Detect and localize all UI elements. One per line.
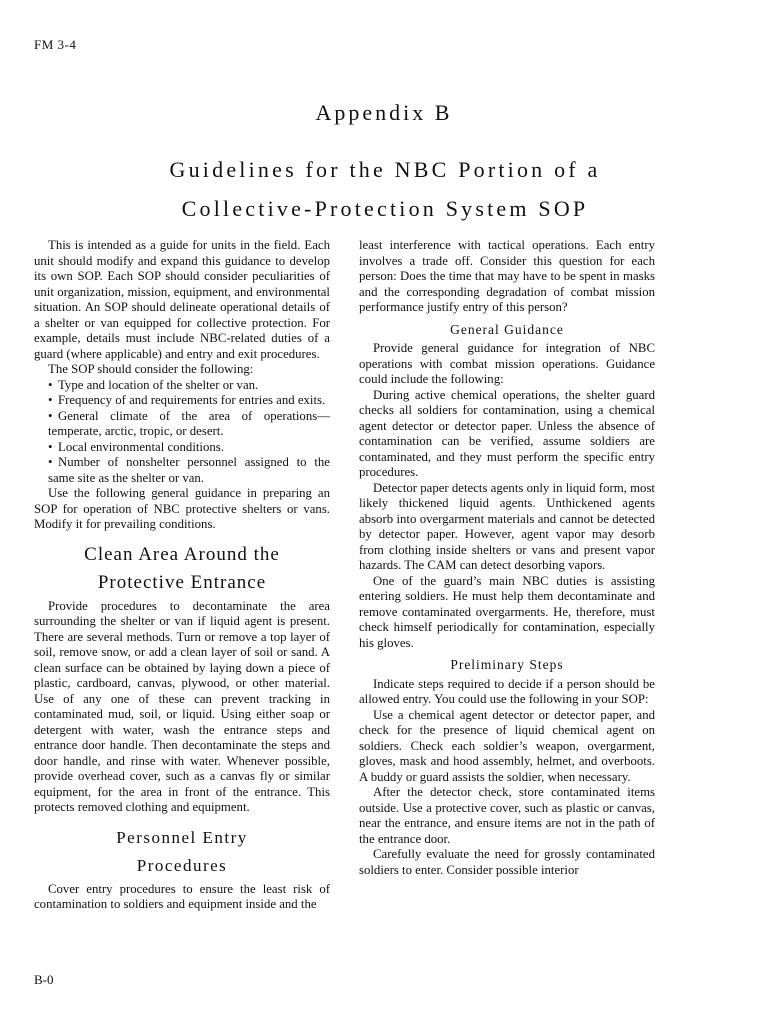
general-paragraph-4: One of the guard’s main NBC duties is assisting entering soldiers. He must help them decontaminate and remove contaminated overgarments. He, therefore, must check himself periodically for contamination, especially his gloves. — [359, 573, 655, 650]
document-title-line2: Collective-Protection System SOP — [181, 196, 589, 221]
bullet-icon: • — [48, 393, 53, 407]
section-heading-clean-area: Clean Area Around the Protective Entrance — [84, 543, 280, 593]
continued-paragraph: least interference with tactical operations. Each entry involves a trade off. Consider this question for each person: Does the time that may have to be spent in masks and the corresponding degradation of combat mission performance justify entry of this person? — [359, 238, 655, 314]
document-title-line1: Guidelines for the NBC Portion of a — [169, 157, 601, 182]
prelim-paragraph-3: After the detector check, store contaminated items outside. Use a protective cover, such as plastic or canvas, near the entrance, and ensure items are not in the path of the entrance door. — [359, 785, 655, 846]
intro-paragraph: This is intended as a guide for units in the field. Each unit should modify and expand this guidance to develop its own SOP. Each SOP should consider peculiarities of unit organization, mission, equipment, and environmental situation. An SOP should delineate operational details of a shelter or van equipped for collective protection. For example, details must include NBC-related duties of a guard (where applicable) and entry and exit procedures. — [34, 238, 330, 361]
prelim-paragraph-4: Carefully evaluate the need for grossly contaminated soldiers to enter. Consider possible interior — [359, 847, 655, 877]
section-heading-personnel-entry: Personnel Entry Procedures — [116, 827, 248, 875]
list-item: • Local environmental conditions. — [48, 439, 224, 454]
general-paragraph-2: During active chemical operations, the shelter guard checks all soldiers for contamination, using a chemical agent detector or detector paper. Unless the absence of contamination can be verified, assume soldiers are contaminated, and they must perform the specific entry procedures. — [359, 387, 655, 479]
list-item: • Type and location of the shelter or van. — [48, 377, 259, 392]
entry-paragraph: Cover entry procedures to ensure the least risk of contamination to soldiers and equipment inside and the — [34, 881, 330, 911]
consider-paragraph: The SOP should consider the following: — [48, 362, 254, 376]
appendix-title: Appendix B — [315, 100, 453, 125]
consider-list — [34, 378, 330, 487]
use-following-paragraph: Use the following general guidance in preparing an SOP for operation of NBC protective shelters or vans. Modify it for prevailing conditions. — [34, 486, 330, 531]
list-item: • Frequency of and requirements for entries and exits. — [48, 393, 326, 407]
general-paragraph-1: Provide general guidance for integration of NBC operations with combat mission operations. Guidance could include the following: — [359, 341, 655, 386]
prelim-paragraph-1: Indicate steps required to decide if a person should be allowed entry. You could use the following in your SOP: — [359, 676, 655, 706]
page-number: B-0 — [34, 972, 54, 987]
subheading-preliminary-steps: Preliminary Steps — [450, 657, 564, 672]
bullet-icon: • — [48, 377, 53, 392]
bullet-icon: • — [48, 439, 53, 454]
left-column — [34, 238, 330, 913]
subheading-general-guidance: General Guidance — [450, 321, 564, 337]
right-column — [359, 238, 655, 878]
running-head: FM 3-4 — [34, 37, 77, 52]
list-item: • General climate of the area of operations—temperate, arctic, tropic, or desert. — [48, 408, 330, 438]
prelim-paragraph-2: Use a chemical agent detector or detector paper, and check for the presence of liquid chemical agent on soldiers. Check each soldier’s weapon, overgarment, gloves, mask and hood assembly, helmet, and overboots. A buddy or guard assists the soldier, when necessary. — [359, 707, 655, 784]
list-item: • Number of nonshelter personnel assigned to the same site as the shelter or van. — [48, 455, 330, 485]
bullet-icon: • — [48, 455, 53, 469]
general-paragraph-3: Detector paper detects agents only in liquid form, most likely thickened liquid agents. Unthickened agents absorb into overgarment materials and cannot be detected by detector paper. However, agent vapor may desorb from clothing inside shelters or vans and present vapor hazards. The CAM can detect desorbing vapors. — [359, 480, 655, 572]
clean-area-paragraph: Provide procedures to decontaminate the area surrounding the shelter or van if liquid agent is present. There are several methods. Turn or remove a top layer of soil, remove snow, or add a clean layer of soil or sand. A clean surface can be obtained by laying down a piece of plastic, cardboard, canvas, plywood, or other material. Use of any one of these can prevent tracking in contaminated mud, soil, or liquid. Using either soap or detergent with water, wash the entrance steps and entrance door handle. Then decontaminate the steps and door handle, and rinse with water. Whenever possible, provide overhead cover, such as a canvas fly or similar equipment, for the area in front of the entrance. This protects removed clothing and equipment. — [34, 598, 330, 814]
bullet-icon: • — [48, 408, 53, 423]
